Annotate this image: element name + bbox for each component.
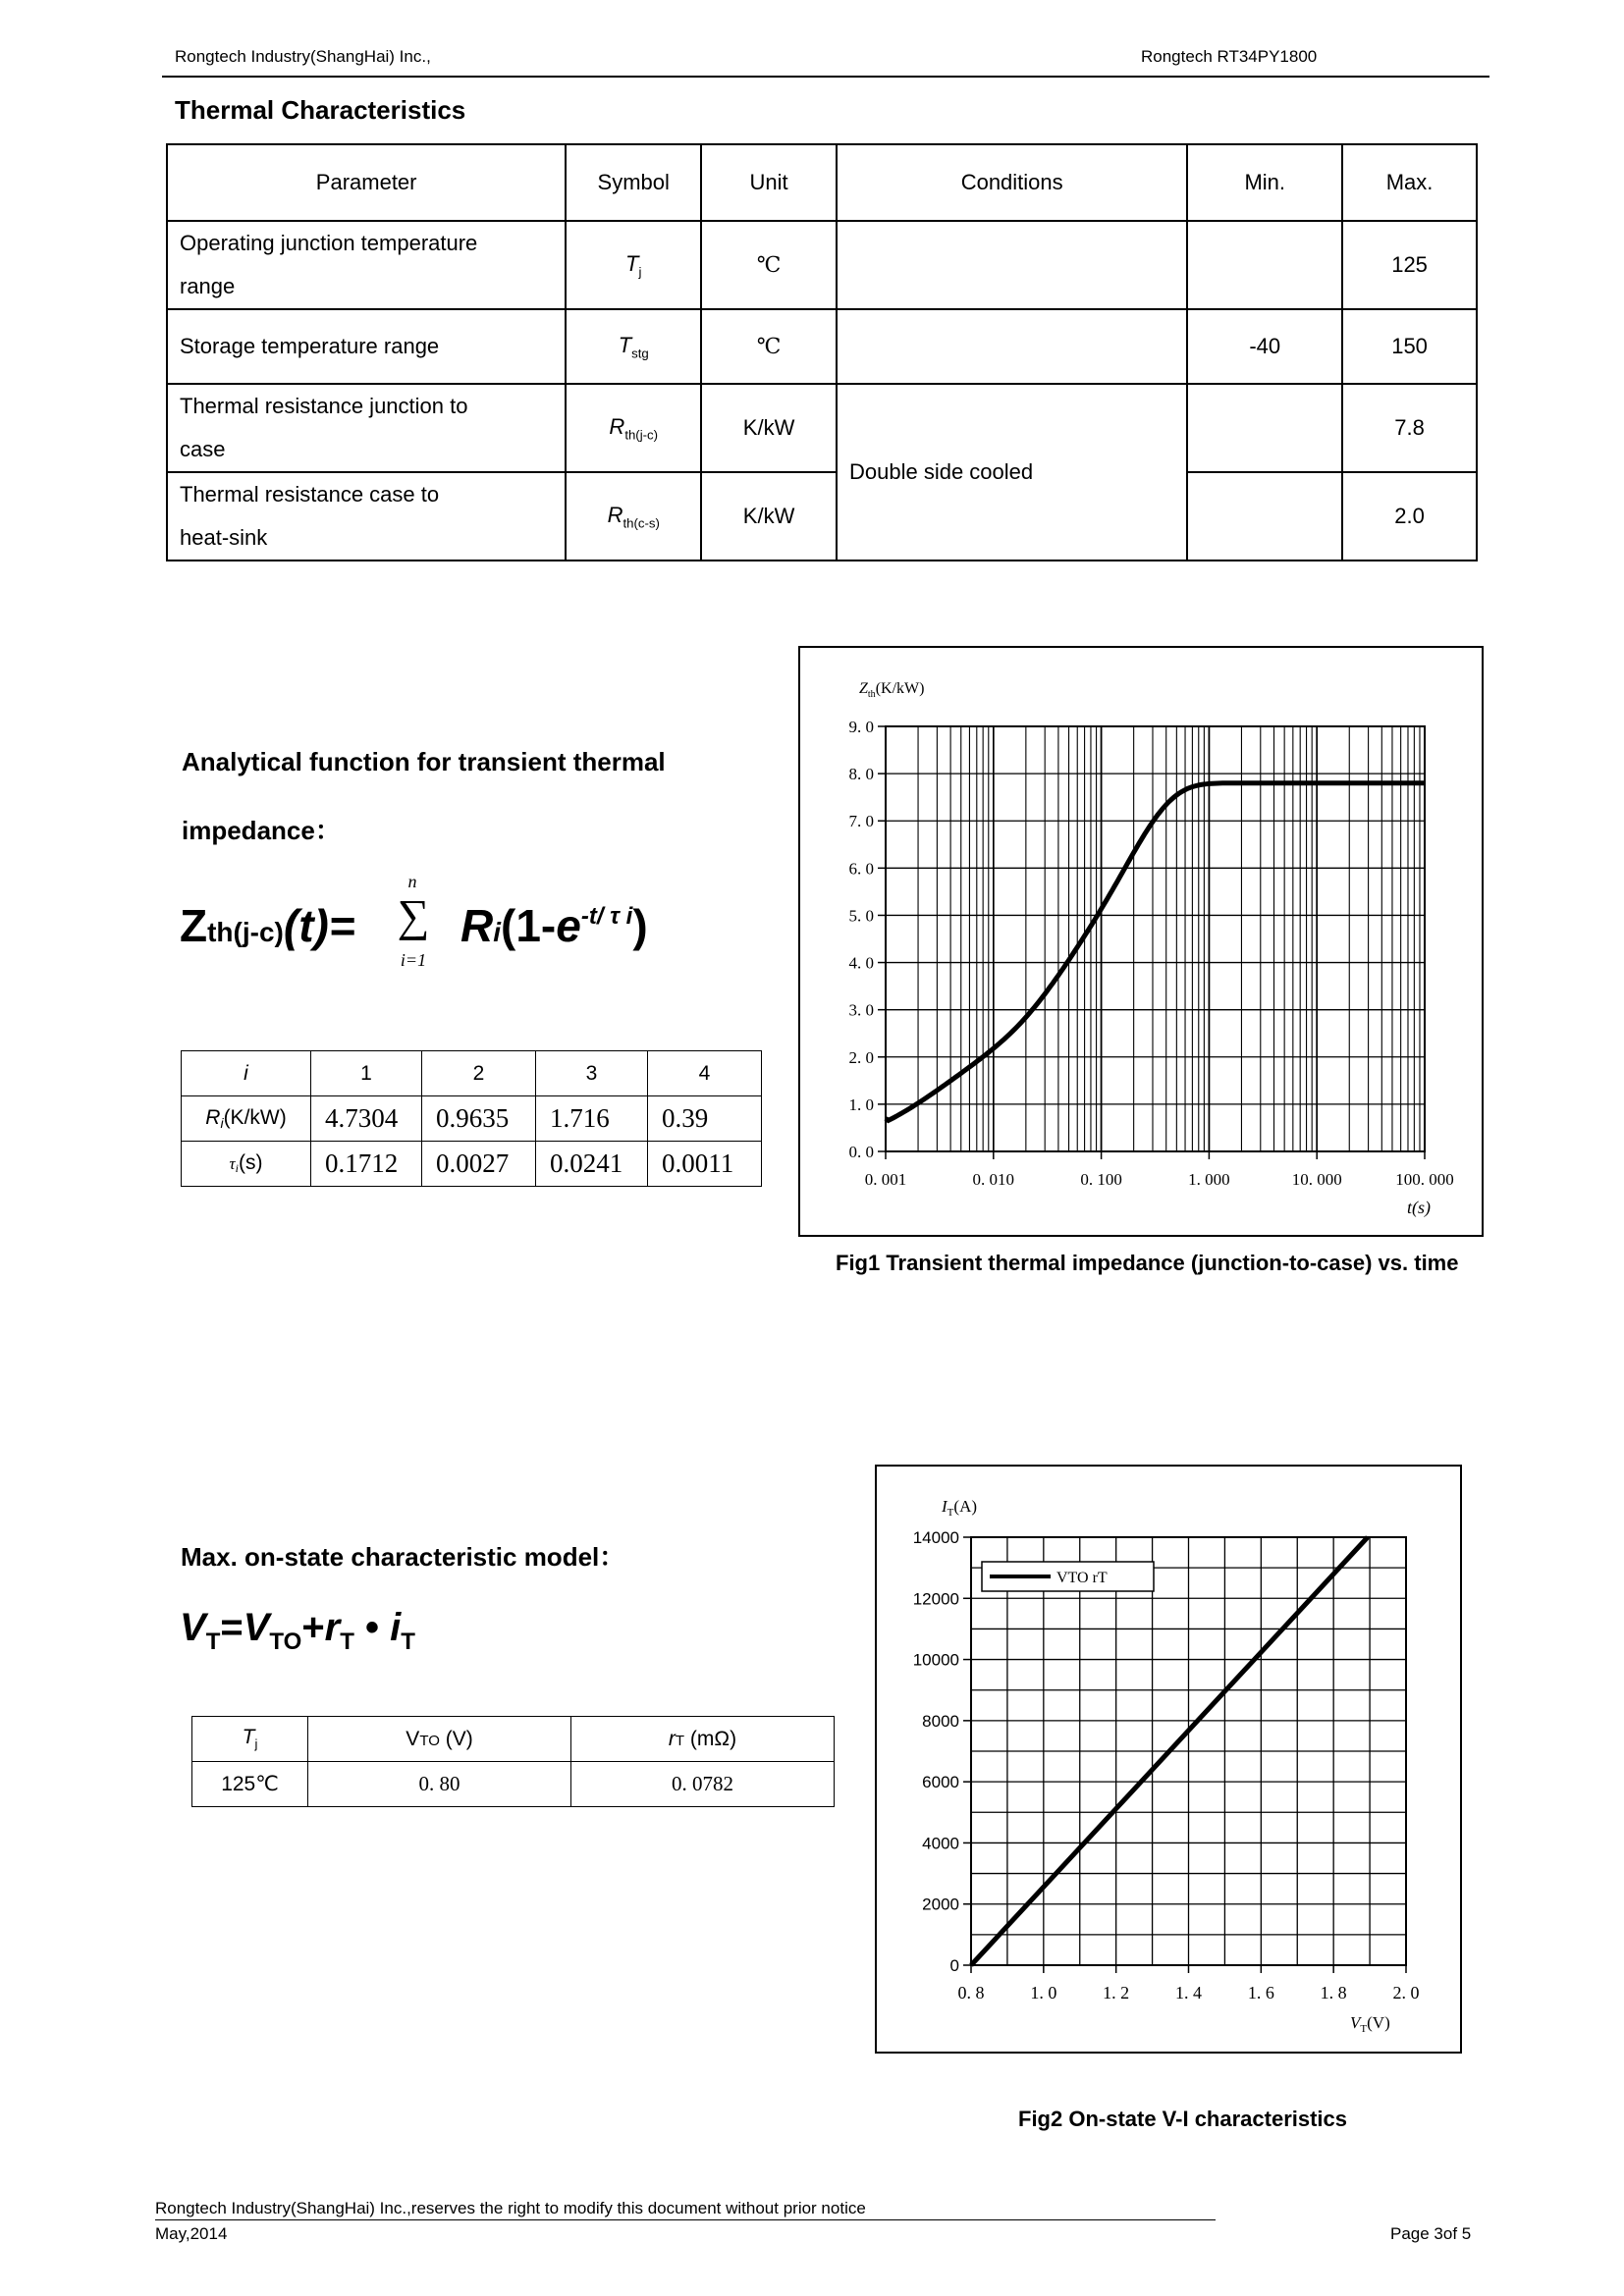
- max-cell: 2.0: [1342, 472, 1477, 561]
- footer-date: May,2014: [155, 2224, 228, 2243]
- footer-rule: [155, 2219, 1216, 2220]
- table-row: [167, 221, 1477, 309]
- fig2-legend: [982, 1562, 1154, 1591]
- onstate-title: Max. on-state characteristic model：: [181, 1542, 625, 1572]
- fig1-y-tick-label: 3. 0: [848, 1000, 874, 1020]
- col-header-unit: Unit: [701, 144, 837, 221]
- fig1-x-tick-label: 0. 100: [1080, 1170, 1122, 1189]
- fig2-frame: [875, 1465, 1462, 2054]
- rc-parameter-table: [181, 1050, 762, 1187]
- symbol-cell: $R_{th(j-c)}$: [566, 384, 701, 472]
- fig1-x-tick-label: 0. 001: [864, 1170, 907, 1189]
- unit-cell: ℃: [701, 221, 837, 309]
- fig2-y-tick-label: 12000: [912, 1589, 959, 1609]
- zth-formula: Zth(j-c)(t)= n ∑ i=1 $Ri(1-e^{-t/ \tau i})$: [180, 872, 648, 970]
- fig1-y-tick-label: 8. 0: [848, 765, 874, 784]
- col-header-conditions: Conditions: [837, 144, 1187, 221]
- fig1-x-axis-label: t(s): [1407, 1198, 1431, 1217]
- fig2-x-tick-label: 1. 6: [1247, 1983, 1274, 2002]
- min-cell: [1187, 384, 1342, 472]
- fig2-y-tick-label: 0: [949, 1956, 959, 1975]
- thermal-table: [166, 143, 1478, 561]
- conditions-cell-merged: Double side cooled: [837, 384, 1187, 561]
- max-cell: 7.8: [1342, 384, 1477, 472]
- fig2-x-tick-label: 2. 0: [1392, 1983, 1420, 2002]
- onstate-table: [191, 1716, 835, 1807]
- max-cell: 150: [1342, 309, 1477, 384]
- fig2-y-tick-label: 14000: [912, 1528, 959, 1547]
- symbol-cell: $T_j$: [566, 221, 701, 309]
- fig2-y-axis-label: $I_T(A)$: [942, 1497, 978, 1519]
- max-cell: 125: [1342, 221, 1477, 309]
- param-cell: Operating junction temperature range: [167, 221, 566, 309]
- fig1-frame: [798, 646, 1484, 1237]
- fig2-y-tick-label: 8000: [922, 1711, 959, 1731]
- analytical-title-line2: impedance：: [182, 816, 341, 845]
- min-cell: -40: [1187, 309, 1342, 384]
- fig1-x-tick-label: 10. 000: [1291, 1170, 1342, 1189]
- sigma-icon: ∑: [397, 890, 430, 940]
- param-cell: Thermal resistance case to heat-sink: [167, 472, 566, 561]
- table-row: τi(s) 0.1712 0.0027 0.0241 0.0011: [182, 1142, 762, 1187]
- table-row: [167, 384, 1477, 472]
- param-cell: Storage temperature range: [167, 309, 566, 384]
- fig1-x-tick-label: 1. 000: [1188, 1170, 1230, 1189]
- fig1-y-tick-label: 2. 0: [848, 1047, 874, 1067]
- unit-cell: K/kW: [701, 472, 837, 561]
- min-cell: [1187, 221, 1342, 309]
- symbol-cell: $T_{stg}$: [566, 309, 701, 384]
- fig1-y-tick-label: 1. 0: [848, 1095, 874, 1114]
- fig2-y-tick-label: 4000: [922, 1834, 959, 1853]
- fig1-y-tick-label: 5. 0: [848, 906, 874, 926]
- col-header-symbol: Symbol: [566, 144, 701, 221]
- symbol-cell: $R_{th(c-s)}$: [566, 472, 701, 561]
- min-cell: [1187, 472, 1342, 561]
- fig1-x-tick-label: 0. 010: [972, 1170, 1015, 1189]
- table-row: 125℃ 0. 80 0. 0782: [192, 1762, 835, 1807]
- fig1-y-tick-label: 7. 0: [848, 812, 874, 831]
- fig1-y-tick-label: 9. 0: [848, 718, 874, 736]
- fig1-y-tick-label: 4. 0: [848, 953, 874, 973]
- table-row: [167, 309, 1477, 384]
- fig2-y-tick-label: 6000: [922, 1773, 959, 1792]
- unit-cell: ℃: [701, 309, 837, 384]
- conditions-cell: [837, 309, 1187, 384]
- table-row: Ri(K/kW) 4.7304 0.9635 1.716 0.39: [182, 1096, 762, 1142]
- fig2-x-axis-label: $V_T(V)$: [1350, 2013, 1390, 2035]
- fig1-x-tick-label: 100. 000: [1395, 1170, 1454, 1189]
- fig2-x-tick-label: 1. 2: [1103, 1983, 1130, 2002]
- analytical-title-line1: Analytical function for transient thermal: [182, 747, 666, 776]
- fig1-chart: [800, 648, 1482, 1235]
- fig2-chart: [877, 1467, 1460, 2052]
- fig2-x-tick-label: 1. 0: [1030, 1983, 1057, 2002]
- fig2-x-tick-label: 1. 8: [1320, 1983, 1347, 2002]
- fig2-x-tick-label: 1. 4: [1175, 1983, 1202, 2002]
- table-row: i 1 2 3 4: [182, 1051, 762, 1096]
- onstate-formula: $V_T=V_{TO}+r_T$ • $i_T$: [180, 1606, 415, 1655]
- col-header-min: Min.: [1187, 144, 1342, 221]
- fig1-plot-area: [886, 726, 1425, 1151]
- col-header-parameter: Parameter: [167, 144, 566, 221]
- footer-notice: Rongtech Industry(ShangHai) Inc.,reserves the right to modify this document without prior notice: [155, 2199, 866, 2217]
- thermal-table-header-row: [167, 144, 1477, 221]
- fig2-caption: Fig2 On-state V-I characteristics: [1018, 2107, 1348, 2131]
- section-title: Thermal Characteristics: [175, 95, 466, 125]
- fig2-y-tick-label: 10000: [912, 1650, 959, 1670]
- fig1-caption: Fig1 Transient thermal impedance (junction-to-case) vs. time: [836, 1251, 1459, 1275]
- header-rule: [162, 76, 1489, 78]
- fig1-y-axis-label: $Z_{th}(K/kW)$: [859, 680, 925, 700]
- conditions-cell: [837, 221, 1187, 309]
- sum-upper-limit: n: [407, 872, 417, 891]
- fig1-y-tick-label: 6. 0: [848, 859, 874, 879]
- fig2-legend-label: VTO rT: [1056, 1570, 1108, 1586]
- footer-page-number: Page 3of 5: [1390, 2224, 1472, 2243]
- fig2-x-tick-label: 0. 8: [957, 1983, 985, 2002]
- table-row: $T_j$ VTO (V) rT (mΩ): [192, 1717, 835, 1762]
- col-header-max: Max.: [1342, 144, 1477, 221]
- fig2-y-tick-label: 2000: [922, 1895, 959, 1914]
- sum-lower-limit: i=1: [400, 950, 427, 970]
- unit-cell: K/kW: [701, 384, 837, 472]
- header-right: Rongtech RT34PY1800: [1141, 47, 1318, 66]
- param-cell: Thermal resistance junction to case: [167, 384, 566, 472]
- header-left: Rongtech Industry(ShangHai) Inc.,: [175, 47, 431, 66]
- fig1-y-tick-label: 0. 0: [848, 1143, 874, 1161]
- fig1-zth-curve: [886, 783, 1425, 1121]
- table-row: [167, 472, 1477, 561]
